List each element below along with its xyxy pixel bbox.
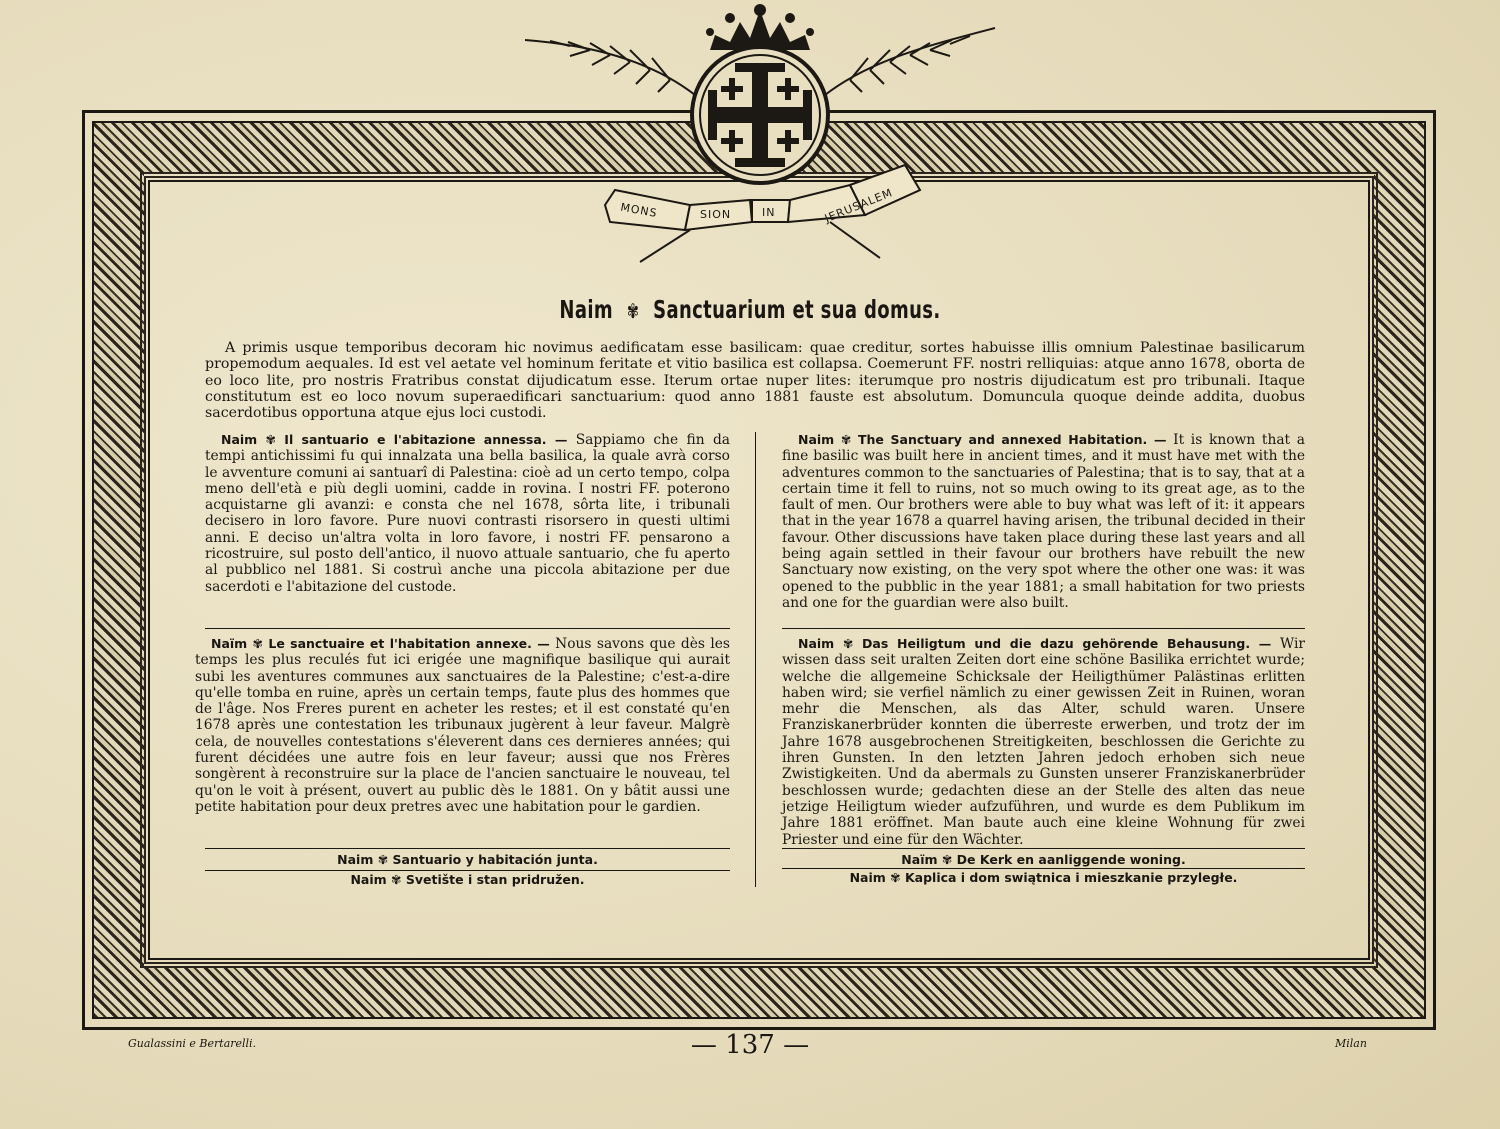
- english-section: [782, 432, 1305, 611]
- polish-title: Naim ✾ Kaplica i dom swiątnica i mieszkanie przyległe.: [849, 870, 1238, 885]
- page-number: — 137 —: [690, 1030, 810, 1060]
- croatian-title: Naim ✾ Svetište i stan pridružen.: [350, 872, 585, 887]
- right-palm-icon: [825, 28, 995, 95]
- french-text: Nous savons que dès les temps les plus reculés fut ici erigée une magnifique basilique qui aurait subi les aventures communes aux sanctuaires de la Palestine; c'est-a-dire qu'elle tomba en ruine, après un certain temps, faute plus des hommes que de l'âge. Nos Freres purent en acheter les restes; et il est constaté qu'en 1678 après une contestation les tribunaux jugèrent à leur faveur. Malgrè cela, de nouvelles contestations s'éleverent dans ces dernieres années; qui furent décidées une autre fois en leur faveur; aussi que nos Frères songèrent à reconstruire sur la place de l'ancien sanctuaire le nouveau, tel qu'on le voit à présent, ouvert au public dès le 1881. On y bâtit aussi une petite habitation pour deux pretres avec une habitation pour le gardien.: [195, 636, 730, 815]
- banner-word-mons: MONS: [619, 200, 659, 220]
- rule-left-mid: [205, 628, 730, 629]
- dutch-title: Naïm ✾ De Kerk en aanliggende woning.: [901, 852, 1186, 867]
- left-palm-icon: [525, 40, 695, 95]
- latin-paragraph: [205, 340, 1305, 421]
- rule-right-mid: [782, 628, 1305, 629]
- german-text: Wir wissen dass seit uralten Zeiten dort eine schöne Basilika errichtet wurde; welche die allgemeine Schicksale der Heiligthümer Palästinas erlitten haben wird; sie verfiel nämlich zu einer gewissen Zeit in Ruinen, woran mehr die Menschen, als das Alter, schuld waren. Unsere Franziskanerbrüder konnten die überreste erwerben, und trotz der im Jahre 1678 ausgebrochenen Streitigkeiten, beschlossen die Gerichte zu ihren Gunsten. In den letzten Jahren jedoch erhoben sich neue Zwistigkeiten. Und da abermals zu Gunsten unserer Franziskanerbrüder beschlossen wurde; gedachten diese an der Stelle des alten das neue jetzige Heiligtum wieder aufzuführen, und wurde es dem Publikum im Jahre 1881 eröffnet. Man baute auch eine kleine Wohnung für zwei Priester und eine für den Wächter.: [782, 636, 1305, 848]
- rule-left-spanish: [205, 870, 730, 871]
- title-place: Naim: [559, 295, 614, 324]
- printer-imprint: Gualassini e Bertarelli.: [128, 1037, 257, 1050]
- italian-text: Sappiamo che fin da tempi antichissimi fu qui innalzata una bella basilica, la quale avrà corso le avventure comuni ai santuarî di Palestina: cioè ad un certo tempo, colpa meno dell'età e più degli uomini, cadde in rovina. I nostri FF. poterono acquistarne gli avanzi: e consta che nel 1678, sôrta lite, i tribunali decisero in loro favore. Pure nuovi contrasti risorsero in questi ultimi anni. E deciso un'altra volta in loro favore, i nostri FF. pensarono a ricostruire, sul posto dell'antico, il nuovo attuale santuario, che fu aperto al pubblico nel 1881. Si costruì anche una piccola abitazione per due sacerdoti e l'abitazione del custode.: [205, 432, 730, 595]
- ornament-icon: ✾: [626, 299, 640, 323]
- banner-word-in: IN: [762, 206, 776, 219]
- column-divider: [755, 432, 756, 887]
- german-heading: Naim ✾ Das Heiligtum und die dazu gehörende Behausung. —: [798, 636, 1272, 651]
- german-section: [782, 636, 1305, 848]
- crown-icon: [706, 4, 814, 50]
- page-title: [210, 295, 1290, 324]
- french-section: [195, 636, 730, 815]
- banner-word-jerusalem: JERUSALEM: [822, 186, 895, 226]
- italian-heading: Naim ✾ Il santuario e l'abitazione annessa. —: [221, 432, 568, 447]
- title-subject: Sanctuarium et sua domus.: [653, 295, 941, 324]
- italian-section: [205, 432, 730, 595]
- english-text: It is known that a fine basilic was built here in ancient times, and it must have met with the adventures common to the sanctuaries of Palestina; that is to say, that at a certain time it fell to ruins, not so much owing to its great age, as to the fault of men. Our brothers were able to buy what was left of it: it appears that in the year 1678 a quarrel having arisen, the tribunal decided in their favour. Other discussions have taken place during these last years and all being again settled in their favour our brothers have rebuilt the new Sanctuary now existing, on the very spot where the other one was: it was opened to the pubblic in the year 1881; a small habitation for two priests and one for the guardian were also built.: [782, 432, 1305, 611]
- french-heading: Naïm ✾ Le sanctuaire et l'habitation annexe. —: [211, 636, 550, 651]
- spanish-title: Naim ✾ Santuario y habitación junta.: [337, 852, 598, 867]
- city-imprint: Milan: [1335, 1037, 1367, 1050]
- english-heading: Naim ✾ The Sanctuary and annexed Habitation. —: [798, 432, 1167, 447]
- rule-right-low: [782, 848, 1305, 849]
- rule-left-low: [205, 848, 730, 849]
- banner-word-sion: SION: [700, 208, 732, 221]
- jerusalem-cross-emblem: [520, 0, 1000, 270]
- rule-right-dutch: [782, 868, 1305, 869]
- latin-text: A primis usque temporibus decoram hic novimus aedificatam esse basilicam: quae creditur, sortes habuisse illis omnium Palestinae basilicarum propemodum aequales. Id est vel aetate vel hominum feritate et vitio basilica est collapsa. Coemerunt FF. nostri relliquias: atque anno 1678, oborta de eo loco lite, pro nostris Fratribus constat dijudicatum esse. Iterum ortae nuper lites: iterumque pro nostris dijudicatum est pro tribunali. Itaque constitutum est eo loco novum superaedificari sanctuarium: quod anno 1881 fauste est absolutum. Domuncula quoque deinde addita, duobus sacerdotibus opportuna atque ejus loci custodi.: [205, 340, 1305, 422]
